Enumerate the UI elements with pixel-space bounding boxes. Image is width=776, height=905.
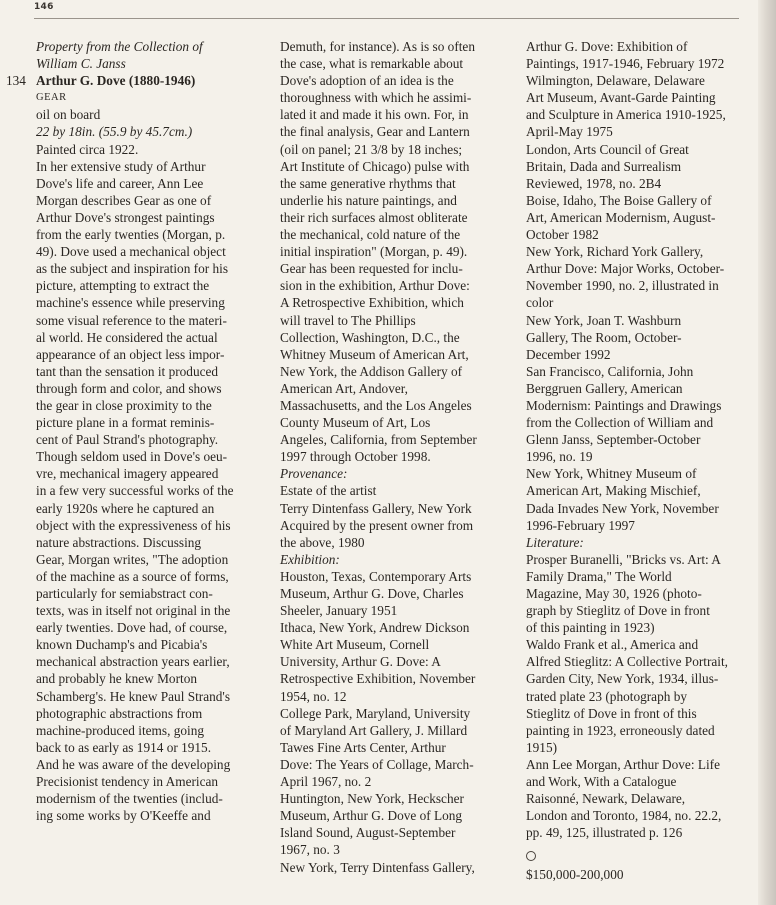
exhibition-line: London, Arts Council of Great: [526, 141, 689, 157]
essay-line: mechanical abstraction years earlier,: [36, 654, 230, 670]
essay-line: picture plane in a format reminis-: [36, 415, 215, 431]
essay-line: Art Institute of Chicago) pulse with: [280, 158, 470, 174]
exhibition-line: New York, Richard York Gallery,: [526, 244, 704, 260]
literature-line: 1915): [526, 739, 558, 755]
essay-line: Precisionist tendency in American: [36, 774, 219, 790]
essay-line: of the machine as a source of forms,: [36, 568, 229, 584]
exhibition-line: Boise, Idaho, The Boise Gallery of: [526, 192, 712, 208]
essay-line: thoroughness with which he assimi-: [280, 90, 472, 106]
essay-line: 49). Dove used a mechanical object: [36, 244, 226, 260]
exhibition-line: Retrospective Exhibition, November: [280, 671, 476, 687]
essay-line: some visual reference to the materi-: [36, 312, 227, 328]
exhibition-line: of Maryland Art Gallery, J. Millard: [280, 722, 468, 738]
request-line: Whitney Museum of American Art,: [280, 346, 469, 362]
exhibition-list-continued: [526, 38, 762, 534]
estimate-value: $150,000-200,000: [526, 866, 624, 882]
literature-heading: Literature:: [526, 534, 584, 550]
column-3: [526, 38, 762, 883]
exhibition-line: Art, American Modernism, August-: [526, 209, 716, 225]
artwork-date: Painted circa 1922.: [36, 141, 139, 157]
literature-line: and Work, With a Catalogue: [526, 774, 677, 790]
exhibition-line: color: [526, 295, 554, 311]
collection-credit: [36, 38, 270, 72]
lot-number: 134: [6, 73, 26, 89]
literature-list: [526, 551, 762, 842]
essay-line: nature abstractions. Discussing: [36, 534, 202, 550]
exhibition-line: New York, Terry Dintenfass Gallery,: [280, 859, 475, 875]
literature-line: of this painting in 1923): [526, 620, 655, 636]
exhibition-line: Reviewed, 1978, no. 2B4: [526, 175, 662, 191]
column-2: [280, 38, 492, 876]
collection-credit-line-2: William C. Janss: [36, 56, 126, 72]
literature-line: Waldo Frank et al., America and: [526, 637, 699, 653]
essay-line: appearance of an object less impor-: [36, 346, 225, 362]
essay-line: tant than the sensation it produced: [36, 363, 219, 379]
exhibition-line: Museum, Arthur G. Dove of Long: [280, 808, 463, 824]
exhibition-line: University, Arthur G. Dove: A: [280, 654, 441, 670]
literature-line: graph by Stieglitz of Dove in front: [526, 603, 710, 619]
essay-line: the case, what is remarkable about: [280, 56, 464, 72]
artwork-medium: oil on board: [36, 107, 101, 123]
essay-line: the mechanical, cold nature of the: [280, 227, 461, 243]
provenance-heading: Provenance:: [280, 466, 348, 482]
exhibition-line: from the Collection of William and: [526, 415, 714, 431]
essay-line: vre, mechanical imagery appeared: [36, 466, 219, 482]
essay-paragraph: [36, 158, 270, 825]
essay-line: modernism of the twenties (includ-: [36, 791, 223, 807]
exhibition-line: 1954, no. 12: [280, 688, 347, 704]
exhibition-line: Glenn Janss, September-October: [526, 432, 701, 448]
essay-line: And he was aware of the developing: [36, 756, 231, 772]
essay-line: the same generative rhythms that: [280, 175, 456, 191]
essay-line: Dove's life and career, Ann Lee: [36, 175, 204, 191]
essay-line: early 1920s where he captured an: [36, 500, 215, 516]
essay-line: initial inspiration" (Morgan, p. 49).: [280, 244, 468, 260]
essay-line: Arthur Dove's strongest paintings: [36, 209, 215, 225]
provenance-entry: the above, 1980: [280, 534, 365, 550]
essay-line: machine-produced items, going: [36, 722, 205, 738]
artwork-title: GEAR: [36, 92, 67, 104]
artwork-dimensions: 22 by 18in. (55.9 by 45.7cm.): [36, 124, 193, 140]
essay-line: texts, was in itself not original in the: [36, 603, 231, 619]
exhibition-line: Island Sound, August-September: [280, 825, 456, 841]
request-line: Gear has been requested for inclu-: [280, 261, 463, 277]
exhibition-line: Gallery, The Room, October-: [526, 329, 682, 345]
essay-line: known Duchamp's and Picabia's: [36, 637, 208, 653]
exhibition-line: Houston, Texas, Contemporary Arts: [280, 568, 472, 584]
essay-line: through form and color, and shows: [36, 380, 222, 396]
essay-line: (oil on panel; 21 3/8 by 18 inches;: [280, 141, 463, 157]
exhibition-line: Modernism: Paintings and Drawings: [526, 397, 722, 413]
exhibition-line: Museum, Arthur G. Dove, Charles: [280, 586, 464, 601]
essay-line: particularly for semiabstract con-: [36, 586, 213, 601]
exhibition-line: New York, Whitney Museum of: [526, 466, 697, 482]
essay-line: Gear, Morgan writes, "The adoption: [36, 551, 229, 567]
literature-line: Magazine, May 30, 1926 (photo-: [526, 586, 702, 601]
essay-continuation: [280, 38, 492, 260]
essay-line: back to as early as 1914 or 1915.: [36, 739, 212, 755]
essay-line: Morgan describes Gear as one of: [36, 192, 212, 208]
request-line: Angeles, California, from September: [280, 432, 477, 448]
exhibition-line: Dada Invades New York, November: [526, 500, 719, 516]
essay-line: and probably he knew Morton: [36, 671, 198, 687]
literature-line: Raisonné, Newark, Delaware,: [526, 791, 686, 807]
exhibition-line: Ithaca, New York, Andrew Dickson: [280, 620, 470, 636]
literature-line: Ann Lee Morgan, Arthur Dove: Life: [526, 756, 720, 772]
exhibition-line: April-May 1975: [526, 124, 613, 140]
exhibition-line: College Park, Maryland, University: [280, 705, 471, 721]
request-line: New York, the Addison Gallery of: [280, 363, 463, 379]
request-line: American Art, Andover,: [280, 380, 408, 396]
exhibition-line: White Art Museum, Cornell: [280, 637, 430, 653]
exhibition-heading: Exhibition:: [280, 551, 340, 567]
request-line: 1997 through October 1998.: [280, 449, 431, 465]
exhibition-line: American Art, Making Mischief,: [526, 483, 701, 499]
essay-line: underlie his nature paintings, and: [280, 192, 457, 208]
essay-line: Though seldom used in Dove's oeu-: [36, 449, 228, 465]
exhibition-line: November 1990, no. 2, illustrated in: [526, 278, 719, 294]
exhibition-line: Tawes Fine Arts Center, Arthur: [280, 739, 446, 755]
essay-line: as the subject and inspiration for his: [36, 261, 229, 277]
provenance-entry: Acquired by the present owner from: [280, 517, 474, 533]
essay-line: lated it and made it his own. For, in: [280, 107, 469, 123]
essay-line: from the early twenties (Morgan, p.: [36, 227, 226, 243]
request-line: will travel to The Phillips: [280, 312, 416, 328]
essay-line: in a few very successful works of the: [36, 483, 234, 499]
literature-line: Alfred Stieglitz: A Collective Portrait,: [526, 654, 729, 670]
exhibition-line: Paintings, 1917-1946, February 1972: [526, 56, 725, 72]
essay-line: photographic abstractions from: [36, 705, 203, 721]
provenance-entry: Estate of the artist: [280, 483, 377, 499]
exhibition-line: October 1982: [526, 227, 599, 243]
exhibition-line: Huntington, New York, Heckscher: [280, 791, 464, 807]
exhibition-line: Dove: The Years of Collage, March-: [280, 756, 474, 772]
request-line: sion in the exhibition, Arthur Dove:: [280, 278, 470, 294]
exhibition-line: San Francisco, California, John: [526, 363, 694, 379]
circle-icon: [526, 851, 536, 861]
exhibition-line: and Sculpture in America 1910-1925,: [526, 107, 726, 123]
exhibition-line: Arthur G. Dove: Exhibition of: [526, 39, 688, 54]
essay-line: the final analysis, Gear and Lantern: [280, 124, 470, 140]
exhibition-line: Arthur Dove: Major Works, October-: [526, 261, 725, 277]
exhibition-line: 1967, no. 3: [280, 842, 340, 858]
essay-line: cent of Paul Strand's photography.: [36, 432, 219, 448]
literature-line: Family Drama," The World: [526, 568, 672, 584]
essay-line: Dove's adoption of an idea is the: [280, 73, 454, 89]
column-1: [6, 38, 270, 824]
lot-heading: [6, 72, 270, 89]
exhibition-list: [280, 568, 492, 876]
exhibition-line: Berggruen Gallery, American: [526, 380, 683, 396]
request-line: A Retrospective Exhibition, which: [280, 295, 464, 311]
essay-line: ing some works by O'Keeffe and: [36, 808, 211, 824]
essay-line: machine's essence while preserving: [36, 295, 225, 311]
literature-line: painting in 1923, erroneously dated: [526, 722, 715, 738]
literature-line: Garden City, New York, 1934, illus-: [526, 671, 719, 687]
request-line: Collection, Washington, D.C., the: [280, 329, 460, 345]
essay-line: al world. He considered the actual: [36, 329, 218, 345]
exhibition-line: Britain, Dada and Surrealism: [526, 158, 682, 174]
exhibition-line: Art Museum, Avant-Garde Painting: [526, 90, 716, 106]
exhibition-line: December 1992: [526, 346, 611, 362]
literature-line: pp. 49, 125, illustrated p. 126: [526, 825, 683, 841]
essay-line: Demuth, for instance). As is so often: [280, 39, 475, 54]
essay-line: the gear in close proximity to the: [36, 397, 212, 413]
essay-line: Schamberg's. He knew Paul Strand's: [36, 688, 230, 704]
request-line: County Museum of Art, Los: [280, 415, 431, 431]
literature-line: trated plate 23 (photograph by: [526, 688, 687, 704]
provenance-list: [280, 482, 492, 550]
page-number: 146: [34, 2, 54, 12]
collection-credit-line-1: Property from the Collection of: [36, 39, 203, 54]
essay-line: object with the expressiveness of his: [36, 517, 231, 533]
essay-line: In her extensive study of Arthur: [36, 158, 206, 174]
request-line: Massachusetts, and the Los Angeles: [280, 397, 472, 413]
estimate-block: [526, 841, 762, 882]
exhibition-line: New York, Joan T. Washburn: [526, 312, 682, 328]
literature-line: Stieglitz of Dove in front of this: [526, 705, 697, 721]
lot-artist: Arthur G. Dove (1880-1946): [36, 73, 196, 89]
essay-line: picture, attempting to extract the: [36, 278, 210, 294]
exhibition-line: Wilmington, Delaware, Delaware: [526, 73, 705, 89]
literature-line: London and Toronto, 1984, no. 22.2,: [526, 808, 722, 824]
exhibition-request-note: [280, 260, 492, 465]
exhibition-line: April 1967, no. 2: [280, 774, 372, 790]
exhibition-line: 1996-February 1997: [526, 517, 635, 533]
essay-line: early twenties. Dove had, of course,: [36, 620, 228, 636]
header-rule: [34, 18, 739, 19]
provenance-entry: Terry Dintenfass Gallery, New York: [280, 500, 472, 516]
exhibition-line: 1996, no. 19: [526, 449, 593, 465]
essay-line: their rich surfaces almost obliterate: [280, 209, 468, 225]
exhibition-line: Sheeler, January 1951: [280, 603, 398, 619]
literature-line: Prosper Buranelli, "Bricks vs. Art: A: [526, 551, 721, 567]
